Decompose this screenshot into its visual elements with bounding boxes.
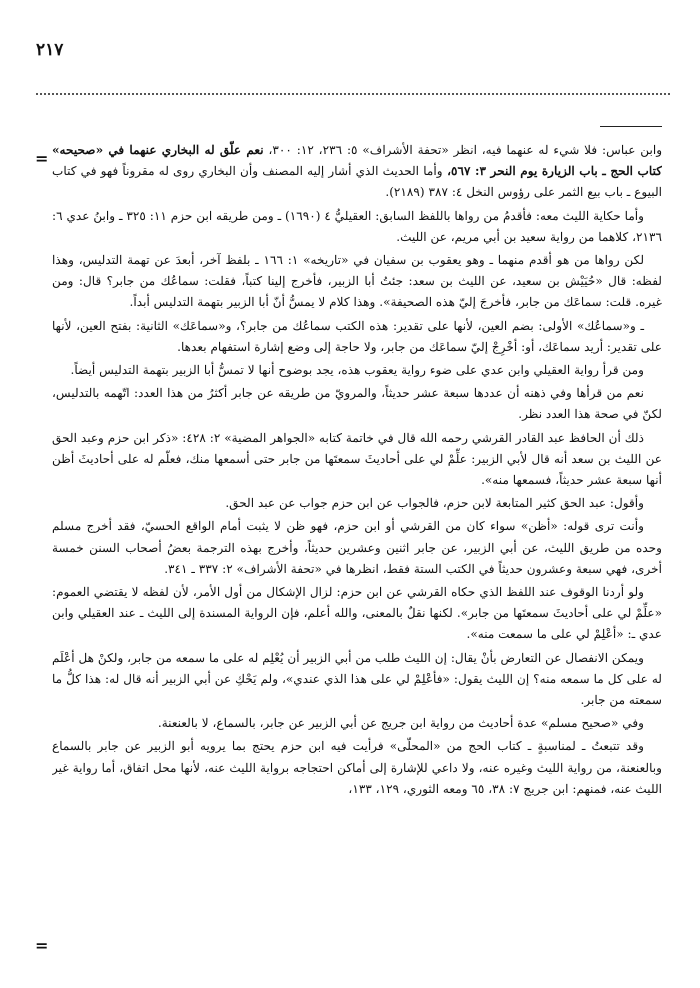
paragraph — [52, 316, 662, 358]
paragraph — [52, 428, 662, 492]
text-run: ذلك أن الحافظ عبد القادر القرشي رحمه الله قال في خاتمة كتابه «الجواهر المضية» ٢: ٤٢٨: «ذكر ابن حزم وعبد الحق عن الليث بن سعد أنه قال لأبي الزبير: علِّمْ لي على أحاديثَ سمعتَها من جابر حتى أسمعها منك، فعلّم له على أحاديثَ أظن أنها سبعة عشر حديثاً، فسمعها منه». — [52, 430, 662, 488]
text-run: وقد تتبعتُ ـ لمناسبةٍ ـ كتاب الحج من «المحلّى» فرأيت فيه ابن حزم يحتج بما يرويه أبو الزبير عن جابر بالسماع وبالعنعنة، من رواية الليث وغيره عنه، ولا داعي للإشارة إلى أماكن احتجاجه برواية الليث عنه، لأنها محل اتفاق، أما رواية غير الليث عنه، فمنهم: ابن جريج ٧: ٣٨، ٦٥ ومعه الثوري، ١٢٩، ١٣٣، — [52, 739, 662, 796]
text-run: وابن عباس: فلا شيء له عنهما فيه، انظر «تحفة الأشراف» ٥: ٢٣٦، ١٢: ٣٠٠، — [263, 143, 662, 157]
header-dotted-rule — [36, 93, 670, 95]
paragraph — [52, 140, 662, 204]
page-number: ٢١٧ — [36, 40, 64, 60]
paragraph — [52, 516, 662, 580]
text-run: ولو أردنا الوقوف عند اللفظ الذي حكاه القرشي عن ابن حزم: لزال الإشكال من أول الأمر، لأن لفظه لا يقتضي العموم: «علِّمْ لي على أحاديثَ سمعتَها من جابر». لكنها نقلٌ بالمعنى، والله أعلم، فإن الرواية المسندة إلى الليث ـ عند العقيلي وابن عدي ـ: «أعْلِمْ لي على ما سمعت منه». — [52, 585, 662, 642]
text-run: ـ و«سماعُك» الأولى: بضم العين، لأنها على تقدير: هذه الكتب سماعُك من جابر؟، و«سماعَك» الثانية: بفتح العين، لأنها على تقدير: أريد سماعَك، أو: أخْرِجْ إليّ سماعَك من جابر، ولا حاجة إلى وضع إشارة استفهام بعدها. — [52, 318, 662, 354]
text-run: وأقول: عبد الحق كثير المتابعة لابن حزم، فالجواب عن ابن حزم جواب عن عبد الحق. — [225, 496, 644, 511]
text-run: وأنت ترى قوله: «أظن» سواء كان من القرشي أو ابن حزم، فهو ظن لا يثبت أمام الواقع الحسيّ، فقد أخرج مسلم وحده من طريق الليث، عن أبي الزبير، عن جابر اثنين وعشرين حديثاً، وأخرج بهذه الترجمة بعضُ أصحاب السنن خمسة أخرى، فهي سبعة وعشرون حديثاً في الكتب الستة فقط، انظرها في «تحفة الأشراف» ٢: ٣٣٧ ـ ٣٤١. — [52, 519, 662, 576]
paragraph — [52, 493, 662, 514]
paragraph — [52, 383, 662, 425]
text-run: وأما حكاية الليث معه: فأقدمُ من رواها باللفظ السابق: العقيليُّ ٤ (١٦٩٠) ـ ومن طريقه ابن حزم ١١: ٣٢٥ ـ وابنُ عدي ٦: ٢١٣٦، كلاهما من رواية سعيد بن أبي مريم، عن الليث. — [52, 208, 662, 244]
text-run: نعم من قرأها وفي ذهنه أن عددها سبعة عشر حديثاً، والمرويّ من طريقه عن جابر أكثرُ من هذا العدد: اتّهمه بالتدليس، لكنّ في صحة هذا العدد نظر. — [52, 386, 662, 422]
paragraph — [52, 360, 662, 381]
text-run: ويمكن الانفصال عن التعارض بأنْ يقال: إن الليث طلب من أبي الزبير أن يُعْلِم له على ما سمعه من جابر، ولكنْ هل أعْلَم له على كل ما سمعه منه؟ إن الليث يقول: «فأعْلِمْ لي على هذا الذي عندي»، ولم يَحْكِ عن أبي الزبير أنه قال له: هذا كلُّ ما سمعته من جابر. — [52, 650, 662, 708]
text-run: لكن رواها من هو أقدم منهما ـ وهو يعقوب بن سفيان في «تاريخه» ١: ١٦٦ ـ بلفظ آخر، أبعدَ عن تهمة التدليس، وهذا لفظه: قال «حُيَيْش بن سعيد، عن الليث بن سعد: جئتُ أبا الزبير، فأخرج إلينا كتباً، فقلت: سماعُك من جابر؟ قال: ومن غيره. قلت: سماعَك من جابر، فأخرجَ إليّ هذه الصحيفة». وهذا كلام لا يمسُّ أنّ أبا الزبير بتهمة التدليس أبداً. — [52, 253, 662, 310]
paragraph — [52, 736, 662, 800]
paragraph — [52, 648, 662, 712]
bold-text-run: نعم علّق له البخاري عنهما في «صحيحه» كتاب الحج ـ باب الزيارة يوم النحر ٣: ٥٦٧، — [52, 143, 662, 179]
text-run: وفي «صحيح مسلم» عدة أحاديث من رواية ابن جريج عن أبي الزبير عن جابر، بالسماع، لا بالعنعنة. — [157, 716, 644, 731]
footnote-body — [52, 140, 662, 946]
continuation-mark: = — [35, 149, 49, 168]
paragraph — [52, 250, 662, 314]
end-continuation-mark: = — [35, 936, 49, 955]
text-run: وأما الحديث الذي أشار إليه المصنف وأن البخاري روى له مقروناً فهو في كتاب البيوع ـ باب بيع الثمر على رؤوس النخل ٤: ٣٨٧ (٢١٨٩). — [52, 164, 662, 200]
paragraph — [52, 713, 662, 734]
text-run: ومن قرأ رواية العقيلي وابن عدي على ضوء رواية يعقوب هذه، يجد بوضوح أنها لا تمسُّ أبا الزبير بتهمة التدليس أيضاً. — [70, 363, 644, 378]
paragraph — [52, 206, 662, 248]
footnote-separator — [600, 126, 662, 127]
paragraph — [52, 582, 662, 646]
